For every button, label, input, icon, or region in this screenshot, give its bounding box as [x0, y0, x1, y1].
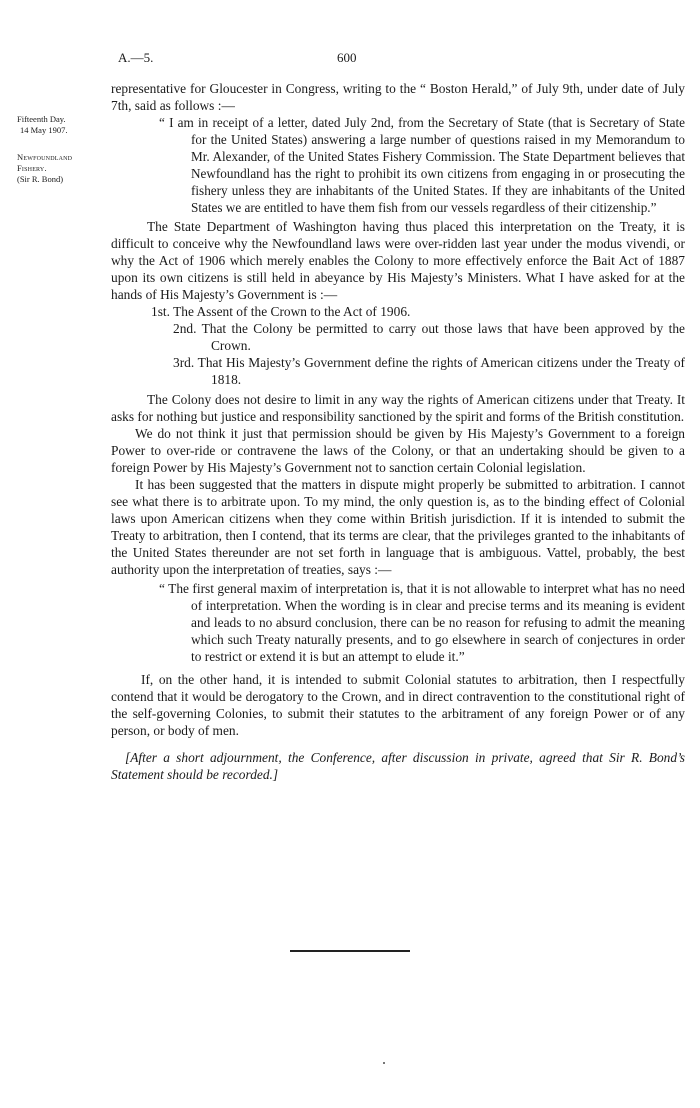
document-body [111, 80, 685, 783]
margin-speaker: (Sir R. Bond) [17, 174, 64, 184]
paragraph-arbitration: It has been suggested that the matters in dispute might properly be submitted to arbitration. I cannot see what there is to arbitrate upon. To my mind, the only question is, as to the binding effect of Colonial laws upon American citizens when they come within British jurisdiction. If it is intended to submit the Treaty to arbitration, then I contend, that its terms are clear, that the privileges granted to the inhabitants of the United States thereunder are not set forth in language that is ambiguous. Vattel, probably, the best authority upon the interpretation of treaties, says :— [111, 477, 685, 577]
margin-day: Fifteenth Day. [17, 114, 66, 124]
page-reference: A.—5. [118, 50, 154, 65]
margin-topic-title: Newfoundland Fishery. [17, 152, 73, 173]
margin-note-topic [17, 152, 97, 185]
paragraph-permission: We do not think it just that permission should be given by His Majesty’s Government to a foreign Power to over-ride or contravene the laws of the Colony, or that an undertaking should be given to a foreign Power by His Majesty’s Government not to sanction certain Colonial legislation. [111, 426, 685, 475]
list-item: 1st. The Assent of the Crown to the Act of 1906. [151, 304, 411, 319]
paragraph-statutes: If, on the other hand, it is intended to submit Colonial statutes to arbitration, then I respectfully contend that it would be derogatory to the Crown, and in direct contravention to the constitutional right of the self-governing Colonies, to submit their statutes to the arbitrament of any foreign Power or of any person, or body of men. [111, 672, 685, 738]
closing-rule [290, 950, 410, 952]
request-list [111, 303, 685, 388]
list-item: 3rd. That His Majesty’s Government define the rights of American citizens under the Treaty of 1818. [173, 355, 685, 387]
paragraph-colony: The Colony does not desire to limit in any way the rights of American citizens under that Treaty. It asks for nothing but justice and responsibility sanctioned by the spirit and forms of the British constitution. [111, 392, 685, 424]
page-number: 600 [337, 50, 357, 65]
paragraph-state-department: The State Department of Washington having thus placed this interpretation on the Treaty, it is difficult to conceive why the Newfoundland laws were over-ridden last year under the modus vivendi, or why the Act of 1906 which merely enables the Colony to more effectively enforce the Bait Act of 1887 upon its own citizens is still held in abeyance by His Majesty’s Ministers. What I have asked for at the hands of His Majesty’s Government is :— [111, 219, 685, 302]
page-mark [383, 1062, 385, 1064]
list-item: 2nd. That the Colony be permitted to carry out those laws that have been approved by the Crown. [173, 321, 685, 353]
editorial-note: [After a short adjournment, the Conference, after discussion in private, agreed that Sir R. Bond’s Statement should be recorded.] [111, 750, 685, 782]
margin-date-value: 14 May 1907. [20, 125, 68, 135]
margin-note-date [17, 114, 97, 136]
quotation-letter: “ I am in receipt of a letter, dated July 2nd, from the Secretary of State (that is Secretary of State for the United States) answering a large number of questions raised in my Memorandum to Mr. Alexander, of the United States Fishery Commission. The State Department believes that Newfoundland has the right to prohibit its own citizens from engaging in or prosecuting the fishery unless they are inhabitants of the United States. If they are inhabitants of the United States we are entitled to have them fish from our vessels regardless of their citizenship.” [159, 115, 685, 215]
paragraph-intro: representative for Gloucester in Congress, writing to the “ Boston Herald,” of July 9th, under date of July 7th, said as follows :— [111, 81, 685, 113]
quotation-vattel: “ The first general maxim of interpretation is, that it is not allowable to interpret what has no need of interpretation. When the wording is in clear and precise terms and its meaning is evident and leads to no absurd conclusion, there can be no reason for refusing to admit the meaning which such Treaty naturally presents, and to go elsewhere in search of conjectures in order to restrict or extend it is but an attempt to elude it.” [159, 581, 685, 664]
